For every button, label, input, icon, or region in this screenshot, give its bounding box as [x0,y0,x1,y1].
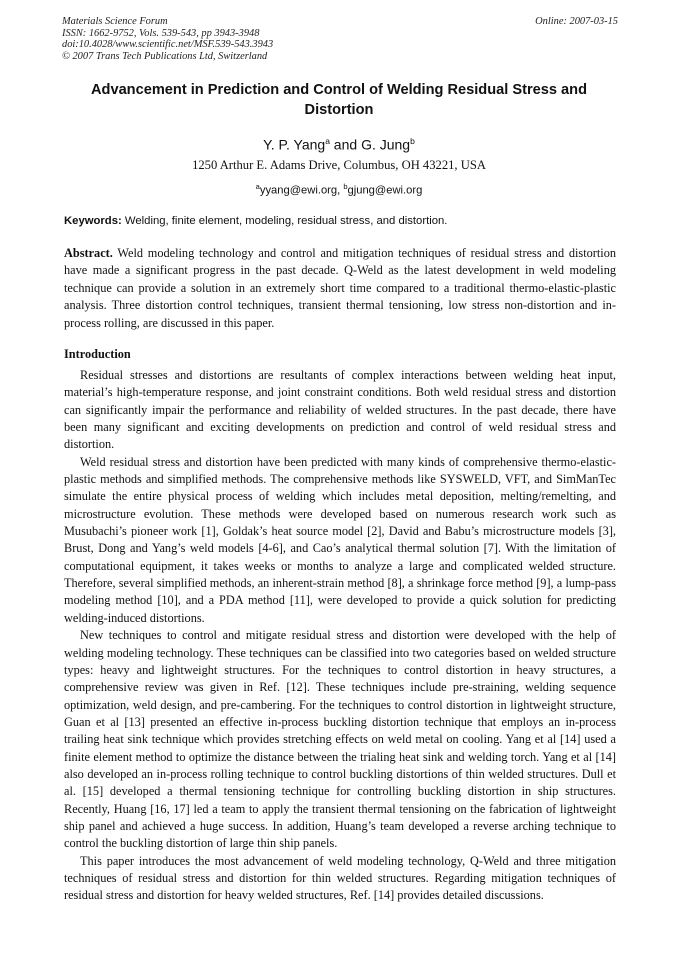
email-2: gjung@ewi.org [347,184,423,197]
journal-name: Materials Science Forum [62,16,168,27]
abstract-label: Abstract. [64,246,113,260]
paper-title: Advancement in Prediction and Control of Welding Residual Stress and Distortion [91,82,587,118]
issn-line: ISSN: 1662-9752, Vols. 539-543, pp 3943-3948 [62,27,260,39]
journal-header [62,16,618,62]
copyright-line: © 2007 Trans Tech Publications Ltd, Switzerland [62,50,268,62]
intro-paragraph: Residual stresses and distortions are resultants of complex interactions between welding heat input, material’s high-temperature response, and joint constraint conditions. Both weld residual stress and distortion can significantly impair the performance and reliability of welded structures. In the past decade, there have been many significant and exciting developments on prediction and control of weld residual stress and distortion. [64,368,616,452]
author-1: Y. P. Yang [263,136,326,153]
introduction-body [64,367,616,905]
keywords-text: Welding, finite element, modeling, residual stress, and distortion. [121,215,448,227]
keywords-label: Keywords: [64,215,122,227]
intro-paragraph: New techniques to control and mitigate residual stress and distortion were developed with the help of welding modeling technology. These techniques can be classified into two categories based on welded structure types: heavy and lightweight structures. For the techniques to control distortion in heavy structures, a comprehensive review was given in Ref. [12]. These techniques include pre-straining, welding sequence optimization, weld design, and pre-cambering. For the techniques to control distortion in lightweight structure, Guan et al [13] presented an effective in-process buckling distortion technique that employs an in-process trailing heat sink technique which provides stretching effects on weld metal on cooling. Yang et al [14] used a finite element method to optimize the distance between the trialing heat sink and welding torch. Yang et al [14] also developed an in-process rolling technique to control buckling distortions of thin welded structures. Dull et al. [15] developed a thermal tensioning technique for controlling buckling distortion in ship structures. Recently, Huang [16, 17] led a team to apply the transient thermal tensioning on the fabrication of lightweight ship panel and achieved a huge success. In addition, Huang’s team developed a reverse arching technique to control the buckling distortion of large thin ship panels. [64,628,616,851]
abstract-paragraph [64,245,616,332]
author-2-affiliation: b [410,136,415,146]
email-1: yyang@ewi.org, [259,184,344,197]
online-date: Online: 2007-03-15 [535,16,618,27]
author-1-affiliation: a [325,136,330,146]
intro-paragraph: This paper introduces the most advancement of weld modeling technology, Q-Weld and three mitigation techniques of residual stress and distortion for thin welded structures. Regarding mitigation techniques of residual stress and distortion for heavy welded structures, Ref. [14] provides detailed discussions. [64,853,616,903]
abstract-text: Weld modeling technology and control and mitigation techniques of residual stress and distortion have made a significant progress in the past decade. Q-Weld as the latest development in weld modeling technique can provide a solution in an extremely short time compared to a traditional thermo-elastic-plastic analysis. Three distortion control techniques, transient thermal tensioning, low stress non-distortion and in-process rolling, are discussed in this paper. [64,246,616,330]
author-conjunction: and [329,136,362,153]
author-line [62,132,616,154]
intro-paragraph: Weld residual stress and distortion have been predicted with many kinds of comprehensive thermo-elastic-plastic methods and simplified methods. The comprehensive methods like SYSWELD, VFT, and SimManTec simulate the entire physical process of welding which includes metal deposition, melting/remelting, and microstructure evolution. These methods were developed based on numerous research work such as Musubachi’s pioneer work [1], Goldak’s heat source model [2], David and Babu’s microstructure models [3], Brust, Dong and Yang’s weld models [4-6], and Cao’s analytical thermal solution [7]. With the limitation of computational equipment, it takes weeks or months to analyze a large and complicated welded structure. Therefore, several simplified methods, an inherent-strain method [8], a shrinkage force method [9], a lump-pass modeling method [10], and a PDA method [11], were developed to provide a quick solution for predicting welding-induced distortions. [64,454,616,625]
author-2: G. Jung [361,136,411,153]
doi-line: doi:10.4028/www.scientific.net/MSF.539-543.3943 [62,39,274,51]
keywords-line [64,214,616,229]
email-1-marker: a [255,182,260,191]
email-2-marker: b [343,182,348,191]
author-emails [62,179,616,199]
section-heading-introduction: Introduction [64,347,131,361]
author-address: 1250 Arthur E. Adams Drive, Columbus, OH 43221, USA [192,158,486,172]
